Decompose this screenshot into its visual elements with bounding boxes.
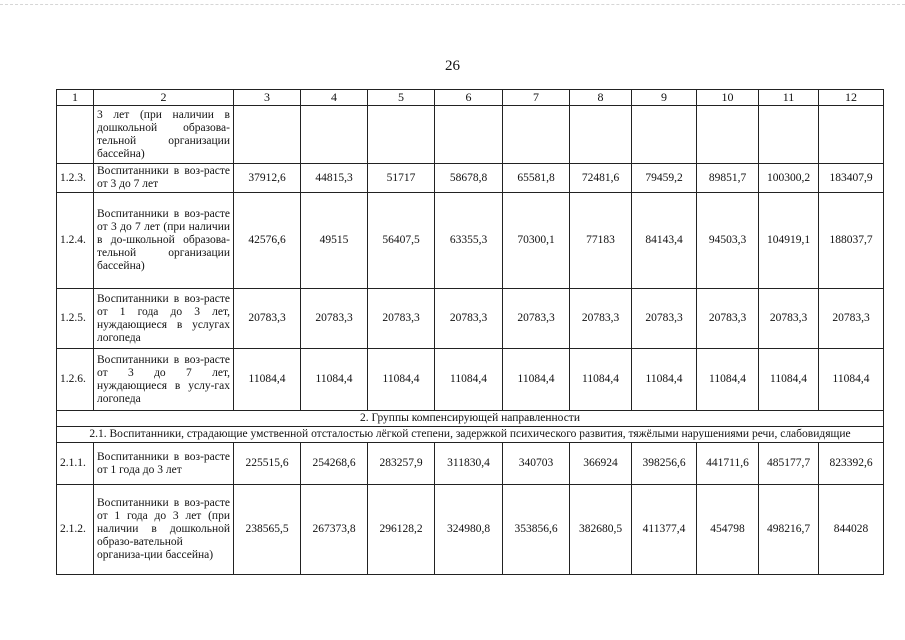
row-value: 70300,1	[503, 193, 570, 289]
row-value: 844028	[819, 485, 884, 575]
row-description: Воспитанники в воз-расте от 3 до 7 лет (при наличии в до-школьной образова-тельной организации бассейна)	[94, 193, 234, 289]
table-row	[57, 443, 884, 485]
column-header: 12	[819, 90, 884, 106]
row-value: 283257,9	[368, 443, 435, 485]
row-value: 11084,4	[234, 349, 301, 411]
row-value: 254268,6	[301, 443, 368, 485]
row-value: 11084,4	[632, 349, 697, 411]
table-row	[57, 106, 884, 164]
row-value: 94503,3	[697, 193, 759, 289]
row-code: 1.2.5.	[57, 289, 94, 349]
table-row	[57, 164, 884, 193]
scan-edge	[0, 0, 905, 5]
row-value: 366924	[570, 443, 632, 485]
row-value: 49515	[301, 193, 368, 289]
page-number: 26	[445, 58, 460, 74]
row-value: 353856,6	[503, 485, 570, 575]
section-heading: 2. Группы компенсирующей направленности	[57, 411, 884, 427]
row-value	[301, 106, 368, 164]
column-header: 4	[301, 90, 368, 106]
row-value: 20783,3	[435, 289, 503, 349]
row-value	[570, 106, 632, 164]
row-value	[697, 106, 759, 164]
row-value: 104919,1	[759, 193, 819, 289]
row-value: 20783,3	[301, 289, 368, 349]
row-value: 324980,8	[435, 485, 503, 575]
row-value	[368, 106, 435, 164]
row-value: 11084,4	[368, 349, 435, 411]
column-header: 11	[759, 90, 819, 106]
header-row	[57, 90, 884, 106]
column-header: 1	[57, 90, 94, 106]
tariff-table	[56, 89, 884, 575]
table-row	[57, 485, 884, 575]
row-value: 225515,6	[234, 443, 301, 485]
column-header: 9	[632, 90, 697, 106]
row-value: 183407,9	[819, 164, 884, 193]
row-value: 485177,7	[759, 443, 819, 485]
row-value: 89851,7	[697, 164, 759, 193]
row-value: 79459,2	[632, 164, 697, 193]
row-value: 63355,3	[435, 193, 503, 289]
row-value	[759, 106, 819, 164]
row-value	[435, 106, 503, 164]
row-value	[503, 106, 570, 164]
row-value: 20783,3	[697, 289, 759, 349]
row-value: 11084,4	[697, 349, 759, 411]
row-value: 441711,6	[697, 443, 759, 485]
row-value	[819, 106, 884, 164]
row-value: 20783,3	[570, 289, 632, 349]
row-description: 3 лет (при наличии в дошкольной образова-тельной организации бассейна)	[94, 106, 234, 164]
row-value: 11084,4	[435, 349, 503, 411]
row-value: 20783,3	[759, 289, 819, 349]
row-value	[234, 106, 301, 164]
row-value: 42576,6	[234, 193, 301, 289]
column-header: 10	[697, 90, 759, 106]
row-value: 296128,2	[368, 485, 435, 575]
row-value: 823392,6	[819, 443, 884, 485]
subsection-heading: 2.1. Воспитанники, страдающие умственной отсталостью лёгкой степени, задержкой психического развития, тяжёлыми нарушениями речи, слабовидящие	[57, 427, 884, 443]
row-value: 72481,6	[570, 164, 632, 193]
row-value: 382680,5	[570, 485, 632, 575]
row-value: 100300,2	[759, 164, 819, 193]
row-description: Воспитанники в воз-расте от 1 года до 3 лет, нуждающиеся в услугах логопеда	[94, 289, 234, 349]
row-value: 37912,6	[234, 164, 301, 193]
row-value: 454798	[697, 485, 759, 575]
row-value: 11084,4	[819, 349, 884, 411]
row-value: 58678,8	[435, 164, 503, 193]
row-value: 188037,7	[819, 193, 884, 289]
row-value: 340703	[503, 443, 570, 485]
row-code	[57, 106, 94, 164]
row-value: 238565,5	[234, 485, 301, 575]
row-value: 20783,3	[632, 289, 697, 349]
column-header: 8	[570, 90, 632, 106]
section-heading-row	[57, 411, 884, 427]
row-code: 2.1.2.	[57, 485, 94, 575]
row-value: 20783,3	[234, 289, 301, 349]
row-value: 11084,4	[759, 349, 819, 411]
table-row	[57, 349, 884, 411]
subsection-heading-row	[57, 427, 884, 443]
column-header: 3	[234, 90, 301, 106]
row-code: 1.2.6.	[57, 349, 94, 411]
column-header: 2	[94, 90, 234, 106]
row-description: Воспитанники в воз-расте от 3 до 7 лет	[94, 164, 234, 193]
row-value: 20783,3	[368, 289, 435, 349]
row-code: 1.2.3.	[57, 164, 94, 193]
row-value: 44815,3	[301, 164, 368, 193]
column-header: 7	[503, 90, 570, 106]
row-description: Воспитанники в воз-расте от 3 до 7 лет, нуждающиеся в услу-гах логопеда	[94, 349, 234, 411]
row-value: 20783,3	[503, 289, 570, 349]
row-description: Воспитанники в воз-расте от 1 года до 3 лет	[94, 443, 234, 485]
row-value: 84143,4	[632, 193, 697, 289]
row-value: 411377,4	[632, 485, 697, 575]
row-code: 1.2.4.	[57, 193, 94, 289]
table-row	[57, 193, 884, 289]
row-value: 77183	[570, 193, 632, 289]
row-description: Воспитанники в воз-расте от 1 года до 3 лет (при наличии в дошкольной образо-вательной организа-ции бассейна)	[94, 485, 234, 575]
column-header: 5	[368, 90, 435, 106]
row-value: 11084,4	[503, 349, 570, 411]
row-value: 11084,4	[570, 349, 632, 411]
row-value: 11084,4	[301, 349, 368, 411]
row-value: 311830,4	[435, 443, 503, 485]
row-value: 398256,6	[632, 443, 697, 485]
row-value	[632, 106, 697, 164]
table-row	[57, 289, 884, 349]
row-value: 56407,5	[368, 193, 435, 289]
row-value: 20783,3	[819, 289, 884, 349]
column-header: 6	[435, 90, 503, 106]
row-value: 51717	[368, 164, 435, 193]
row-value: 267373,8	[301, 485, 368, 575]
row-value: 498216,7	[759, 485, 819, 575]
row-value: 65581,8	[503, 164, 570, 193]
row-code: 2.1.1.	[57, 443, 94, 485]
